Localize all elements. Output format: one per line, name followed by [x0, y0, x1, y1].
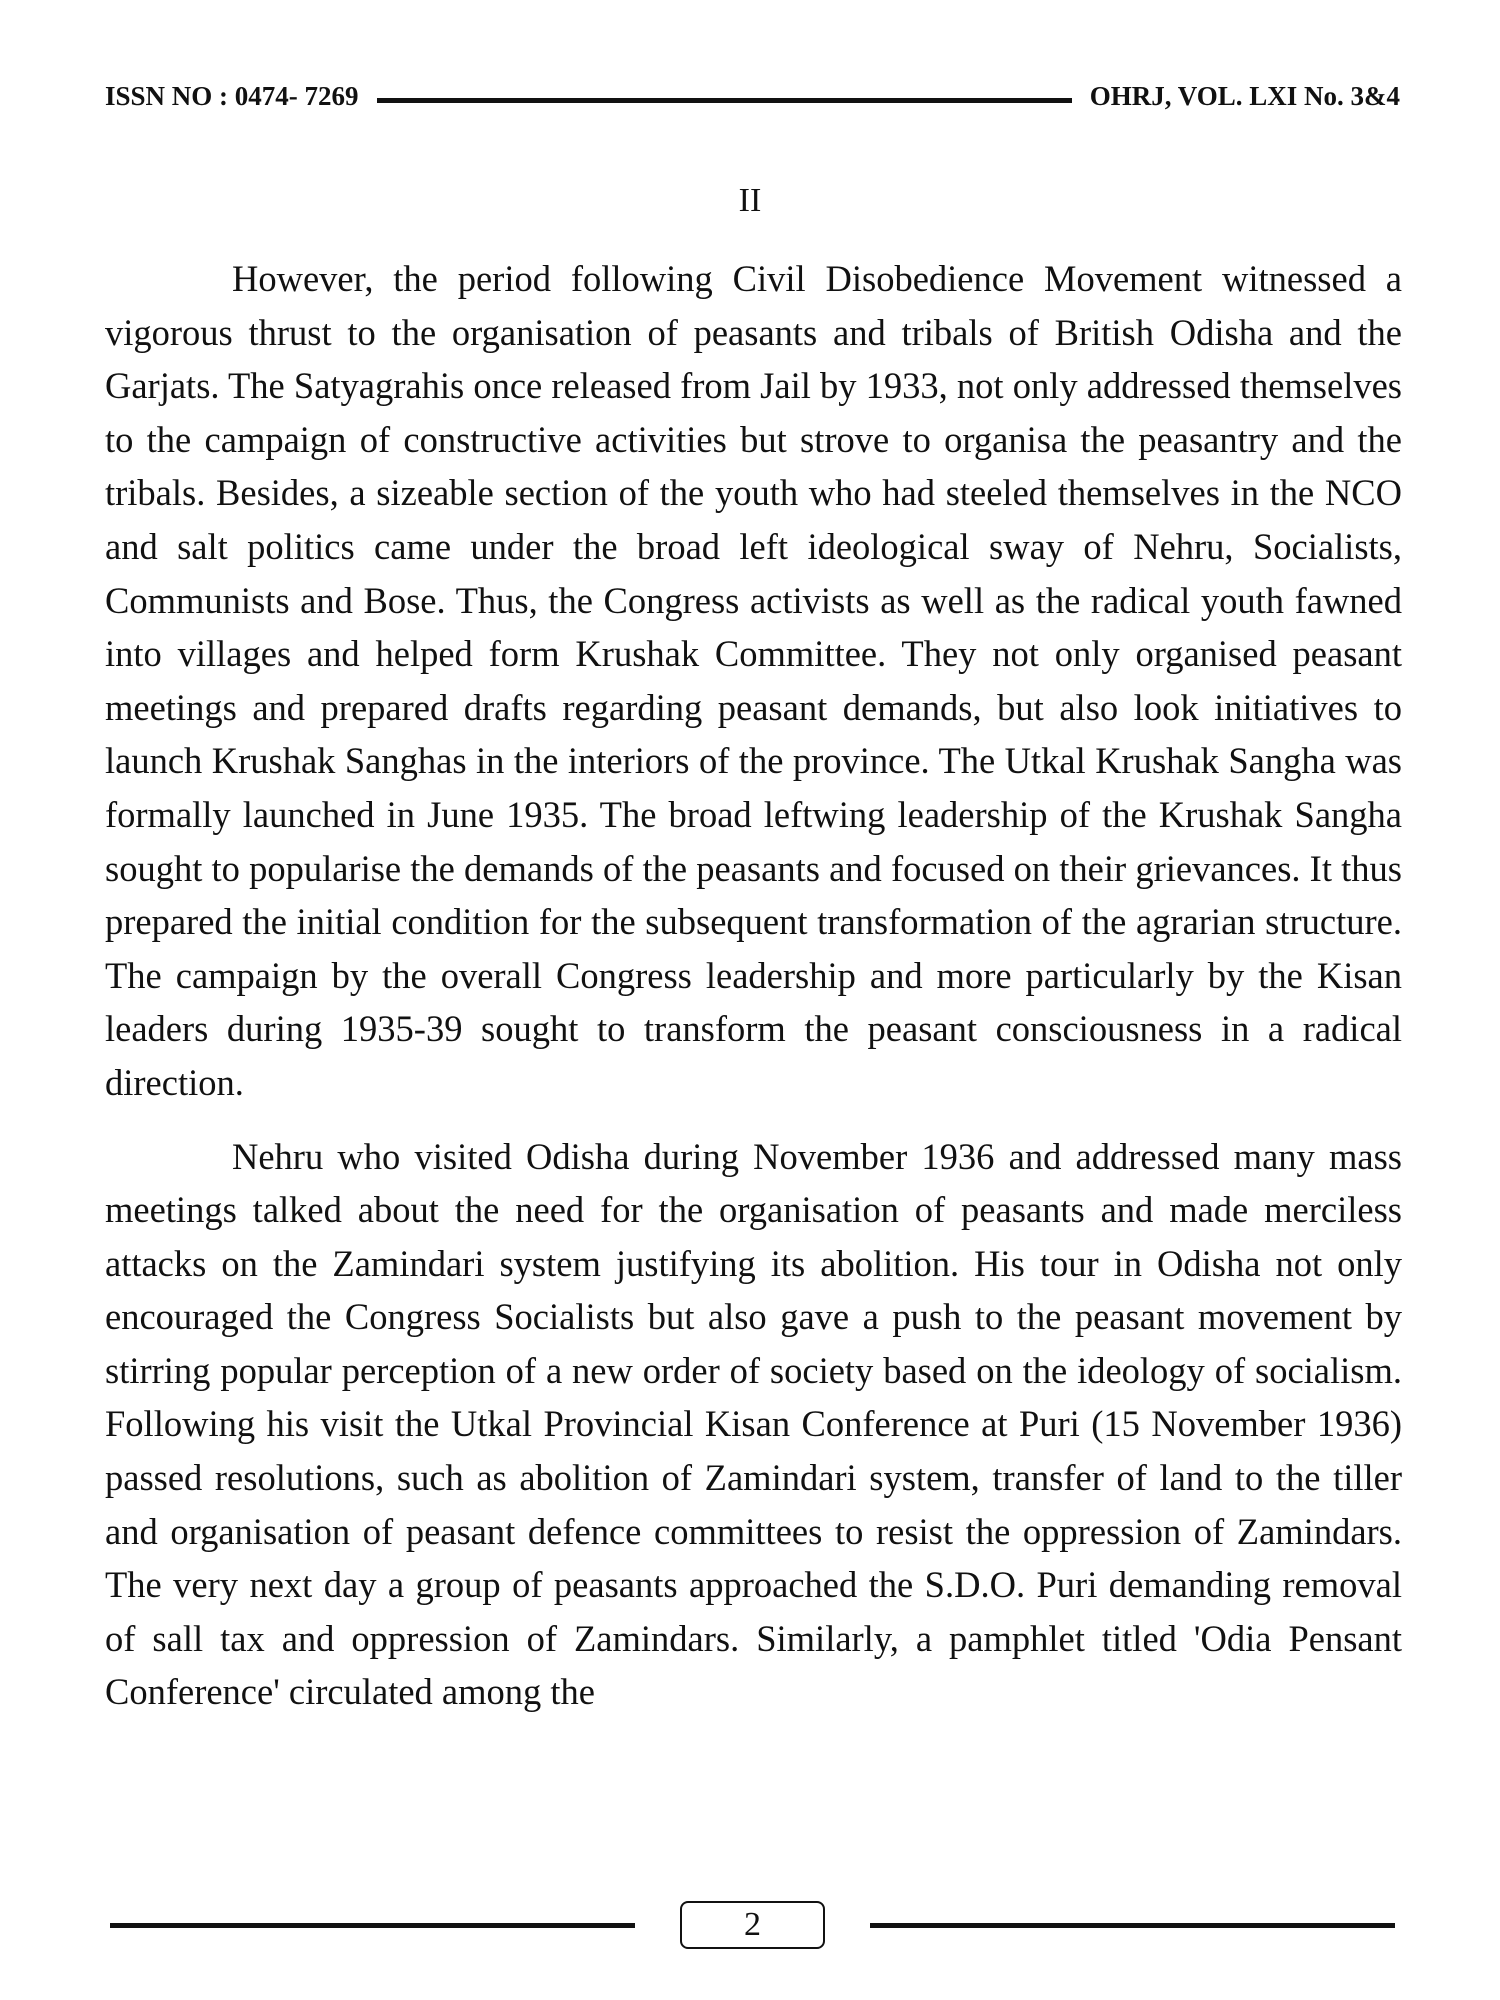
issn-number: ISSN NO : 0474- 7269 [105, 80, 359, 111]
footer-rule-right [870, 1923, 1395, 1928]
body-text [105, 252, 1402, 1719]
paragraph-2: Nehru who visited Odisha during November 1936 and addressed many mass meetings talked about the need for the organisation of peasants and made merciless attacks on the Zamindari system justifying its abolition. His tour in Odisha not only encouraged the Congress Socialists but also gave a push to the peasant movement by stirring popular perception of a new order of society based on the ideology of socialism. Following his visit the Utkal Provincial Kisan Conference at Puri (15 November 1936) passed resolutions, such as abolition of Zamindari system, transfer of land to the tiller and organisation of peasant defence committees to resist the oppression of Zamindars. The very next day a group of peasants approached the S.D.O. Puri demanding removal of sall tax and oppression of Zamindars. Similarly, a pamphlet titled 'Odia Pensant Conference' circulated among the [105, 1135, 1402, 1713]
section-numeral: II [738, 182, 762, 219]
header-rule [377, 98, 1072, 103]
section-heading [0, 182, 1500, 220]
journal-volume: OHRJ, VOL. LXI No. 3&4 [1089, 80, 1400, 111]
page-header [105, 76, 1400, 116]
page-number: 2 [680, 1901, 825, 1949]
footer-rule-left [110, 1923, 635, 1928]
page-footer [110, 1895, 1395, 1955]
paragraph-1: However, the period following Civil Disobedience Movement witnessed a vigorous thrust to the organisation of peasants and tribals of British Odisha and the Garjats. The Satyagrahis once released from Jail by 1933, not only addressed themselves to the campaign of constructive activities but strove to organisa the peasantry and the tribals. Besides, a sizeable section of the youth who had steeled themselves in the NCO and salt politics came under the broad left ideological sway of Nehru, Socialists, Communists and Bose. Thus, the Congress activists as well as the radical youth fawned into villages and helped form Krushak Committee. They not only organised peasant meetings and prepared drafts regarding peasant demands, but also look initiatives to launch Krushak Sanghas in the interiors of the province. The Utkal Krushak Sangha was formally launched in June 1935. The broad leftwing leadership of the Krushak Sangha sought to popularise the demands of the peasants and focused on their grievances. It thus prepared the initial condition for the subsequent transformation of the agrarian structure. The campaign by the overall Congress leadership and more particularly by the Kisan leaders during 1935-39 sought to transform the peasant consciousness in a radical direction. [105, 258, 1402, 1103]
